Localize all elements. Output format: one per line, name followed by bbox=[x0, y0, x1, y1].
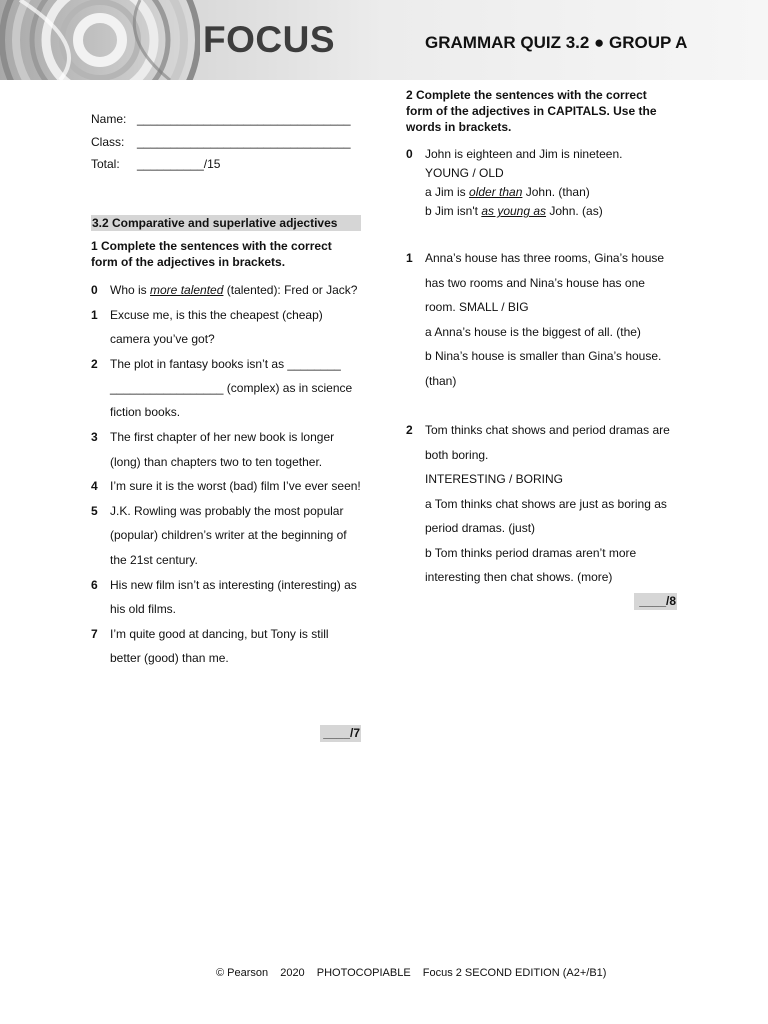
example-answer: more talented bbox=[150, 283, 224, 297]
item-text: Anna’s house has three rooms, Gina’s house has two rooms and Nina’s house has one room. SMALL / BIG bbox=[425, 251, 665, 314]
exercise1-item-7 bbox=[91, 622, 361, 671]
item-number: 2 bbox=[91, 356, 98, 371]
focus-logo-swirl bbox=[0, 0, 200, 80]
total-label: Total: bbox=[91, 157, 120, 171]
total-value: __________/15 bbox=[137, 157, 221, 171]
name-label: Name: bbox=[91, 112, 127, 126]
item-number: 0 bbox=[406, 147, 413, 161]
item-text-pre: Who is bbox=[110, 283, 151, 297]
exercise2-item-2-block bbox=[406, 418, 678, 590]
class-blank: ________________________________ bbox=[137, 134, 351, 149]
exercise1-item-4 bbox=[91, 474, 361, 498]
page-footer bbox=[216, 966, 615, 980]
exercise1-item-3 bbox=[91, 425, 361, 474]
item-text: John is eighteen and Jim is nineteen. bbox=[425, 147, 623, 161]
item-capitals: YOUNG / OLD bbox=[425, 166, 504, 180]
item-text bbox=[110, 278, 361, 302]
item-answer-a bbox=[425, 183, 678, 202]
item-capitals: INTERESTING / BORING bbox=[425, 472, 564, 486]
item-number: 4 bbox=[91, 479, 98, 494]
answer-b-pre: b Jim isn't bbox=[425, 204, 482, 218]
item-number: 2 bbox=[406, 423, 413, 437]
item-text: I’m sure it is the worst (bad) film I’ve ever seen! bbox=[110, 479, 361, 494]
item-number: 3 bbox=[91, 430, 98, 445]
focus-logo: FOCUS bbox=[203, 19, 335, 60]
example-answer-b: as young as bbox=[481, 204, 547, 218]
exercise1-item-0 bbox=[91, 278, 361, 302]
student-info bbox=[91, 108, 351, 176]
item-text: Tom thinks chat shows and period dramas are both boring. bbox=[425, 423, 670, 462]
class-label: Class: bbox=[91, 134, 125, 149]
name-blank: ________________________________ bbox=[137, 112, 351, 126]
answer-a-pre: a Jim is bbox=[425, 185, 470, 199]
exercise2-item-0 bbox=[406, 145, 678, 221]
item-number: 5 bbox=[91, 504, 98, 519]
item-text: The plot in fantasy books isn’t as ________ _________________ (complex) as in science fiction books. bbox=[110, 356, 353, 420]
footer-year: 2020 bbox=[280, 967, 305, 979]
item-number: 1 bbox=[91, 307, 98, 322]
total-row bbox=[91, 153, 351, 176]
page-header bbox=[0, 0, 768, 80]
item-answer-a: a Anna’s house is the biggest of all. (the) bbox=[425, 324, 641, 339]
exercise1-score-box: ____/7 bbox=[320, 725, 361, 742]
item-answer-a: a Tom thinks chat shows are just as boring as period dramas. (just) bbox=[425, 496, 667, 535]
footer-photocopiable: PHOTOCOPIABLE bbox=[316, 967, 411, 979]
item-answer-b bbox=[425, 202, 678, 221]
exercise1-item-6 bbox=[91, 573, 361, 622]
item-text: J.K. Rowling was probably the most popular (popular) children’s writer at the beginning of the 21st century. bbox=[110, 504, 347, 567]
example-answer-a: older than bbox=[469, 185, 523, 199]
item-number: 6 bbox=[91, 577, 98, 592]
item-text: His new film isn’t as interesting (interesting) as his old films. bbox=[110, 577, 357, 616]
item-body bbox=[425, 145, 678, 221]
answer-a-post: John. (than) bbox=[522, 185, 590, 199]
item-text: Excuse me, is this the cheapest (cheap) camera you’ve got? bbox=[110, 307, 323, 347]
exercise1-item-5 bbox=[91, 499, 361, 572]
section-heading: 3.2 Comparative and superlative adjectives bbox=[91, 215, 361, 231]
exercise1-instruction: 1 Complete the sentences with the correct form of the adjectives in brackets. bbox=[91, 239, 332, 269]
exercise2-item-1-block bbox=[406, 246, 678, 393]
exercise1-item-2 bbox=[91, 352, 361, 425]
item-number: 0 bbox=[91, 283, 98, 297]
exercise2-instruction: 2 Complete the sentences with the correct form of the adjectives in CAPITALS. Use the words in brackets. bbox=[406, 88, 657, 134]
name-row bbox=[91, 108, 351, 131]
item-text: I’m quite good at dancing, but Tony is still better (good) than me. bbox=[110, 626, 329, 665]
exercise1-list bbox=[91, 278, 361, 671]
item-text: The first chapter of her new book is longer (long) than chapters two to ten together. bbox=[110, 430, 335, 469]
item-text-post: (talented): Fred or Jack? bbox=[223, 283, 358, 297]
exercise2-score-box: ____/8 bbox=[634, 593, 677, 610]
item-answer-b: b Tom thinks period dramas aren’t more interesting then chat shows. (more) bbox=[425, 545, 637, 584]
footer-copyright: © Pearson bbox=[216, 967, 269, 979]
quiz-title: GRAMMAR QUIZ 3.2 ● GROUP A bbox=[425, 33, 688, 52]
item-body bbox=[425, 418, 678, 590]
exercise2-item-1 bbox=[406, 246, 678, 393]
item-number: 1 bbox=[406, 251, 413, 265]
exercise2-example bbox=[406, 145, 678, 221]
footer-edition: Focus 2 SECOND EDITION (A2+/B1) bbox=[422, 967, 607, 979]
answer-b-post: John. (as) bbox=[546, 204, 603, 218]
item-body bbox=[425, 246, 678, 393]
exercise2-item-2 bbox=[406, 418, 678, 590]
exercise1-item-1 bbox=[91, 303, 361, 352]
item-answer-b: b Nina’s house is smaller than Gina’s house. (than) bbox=[425, 349, 662, 388]
item-number: 7 bbox=[91, 626, 98, 641]
class-row bbox=[91, 131, 351, 154]
